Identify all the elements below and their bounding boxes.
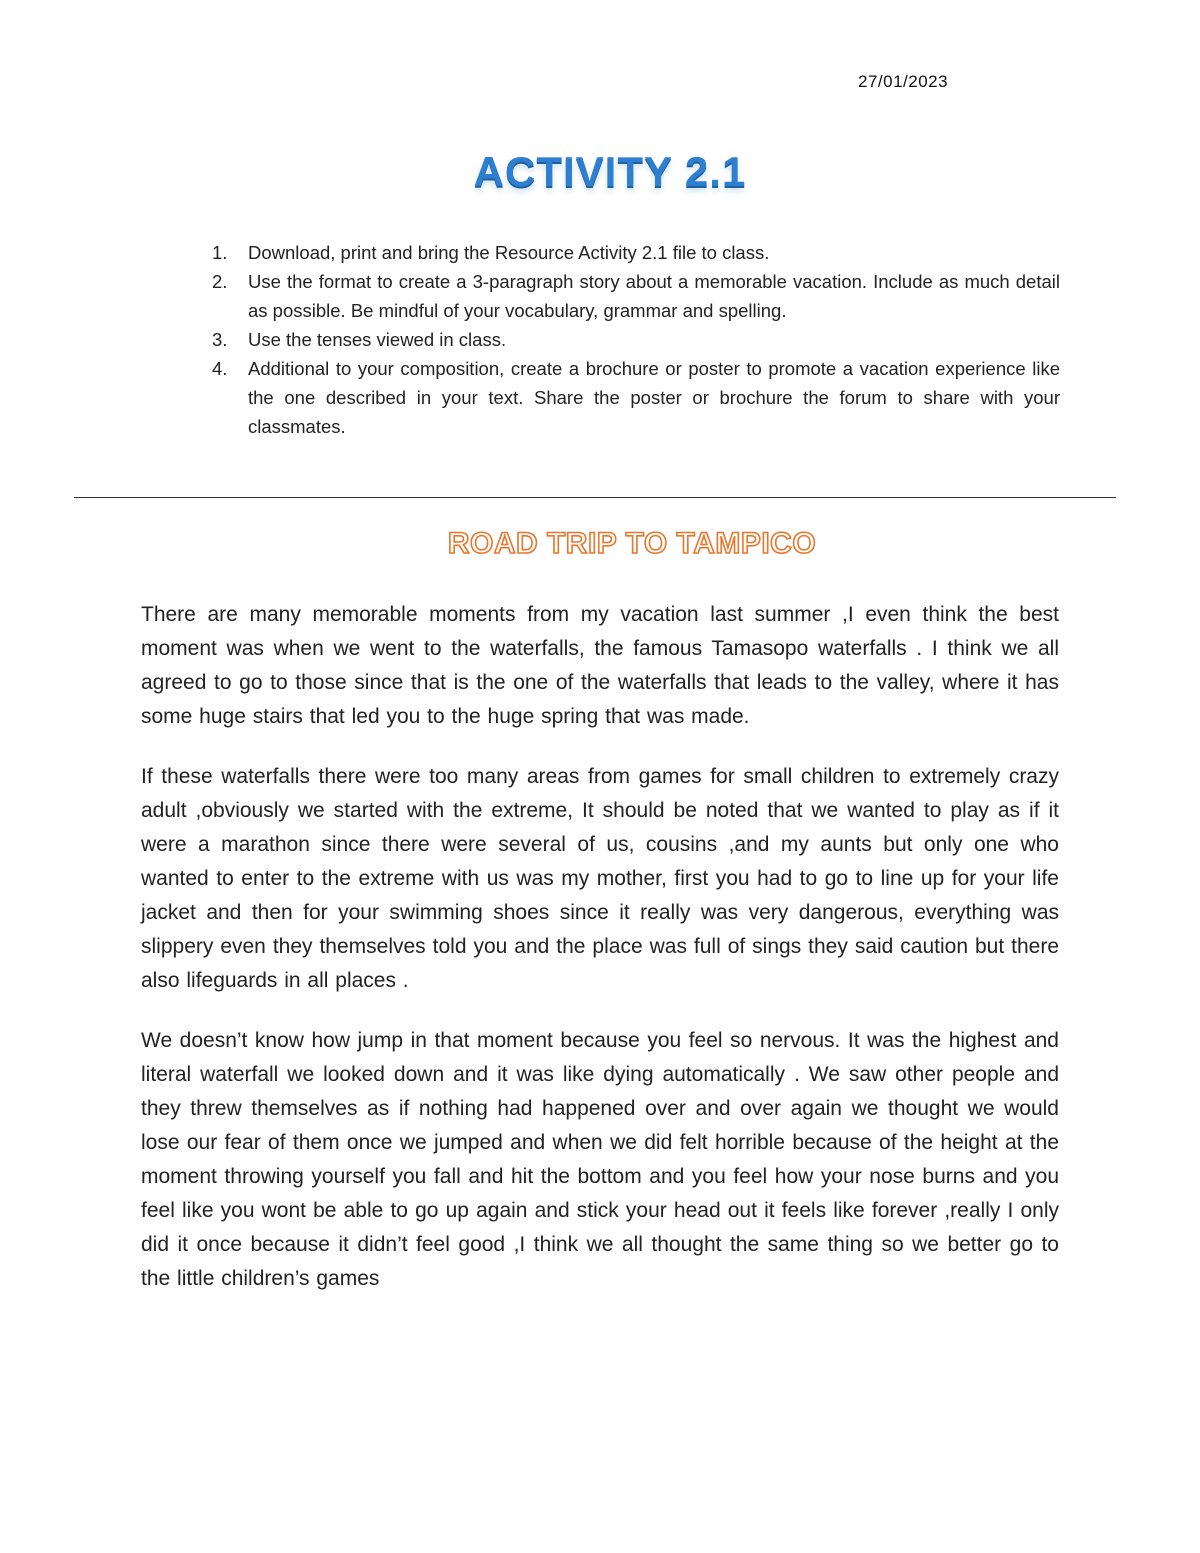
story-title: ROAD TRIP TO TAMPICO (447, 527, 817, 560)
story-paragraph: There are many memorable moments from my vacation last summer ,I even think the best moment was when we went to the waterfalls, the famous Tamasopo waterfalls . I think we all agreed to go to those since that is the one of the waterfalls that leads to the valley, where it has some huge stairs that led you to the huge spring that was made. (141, 603, 1059, 728)
instruction-number: 2. (212, 271, 228, 292)
instruction-text: Additional to your composition, create a brochure or poster to promote a vacation experience like the one described in your text. Share the poster or brochure the forum to share with your classmates. (248, 358, 1060, 437)
activity-title: ACTIVITY 2.1 (473, 148, 747, 195)
instruction-number: 4. (212, 358, 228, 379)
instruction-number: 3. (212, 329, 228, 350)
instruction-item (212, 354, 1060, 441)
story-body (141, 598, 1059, 1322)
section-divider (74, 497, 1116, 498)
story-paragraph: We doesn’t know how jump in that moment because you feel so nervous. It was the highest and literal waterfall we looked down and it was like dying automatically . We saw other people and they threw themselves as if nothing had happened over and over again we thought we would lose our fear of them once we jumped and when we did felt horrible because of the height at the moment throwing yourself you fall and hit the bottom and you feel how your nose burns and you feel like you wont be able to go up again and stick your head out it feels like forever ,really I only did it once because it didn’t feel good ,I think we all thought the same thing so we better go to the little children’s games (141, 1029, 1059, 1290)
story-paragraph: If these waterfalls there were too many areas from games for small children to extremely crazy adult ,obviously we started with the extreme, It should be noted that we wanted to play as if it were a marathon since there were several of us, cousins ,and my aunts but only one who wanted to enter to the extreme with us was my mother, first you had to go to line up for your life jacket and then for your swimming shoes since it really was very dangerous, everything was slippery even they themselves told you and the place was full of sings they said caution but there also lifeguards in all places . (141, 765, 1059, 992)
instruction-text: Use the tenses viewed in class. (248, 329, 507, 350)
instructions-list (212, 238, 1060, 441)
instruction-text: Use the format to create a 3-paragraph story about a memorable vacation. Include as much detail as possible. Be mindful of your vocabulary, grammar and spelling. (248, 271, 1060, 321)
instruction-item (212, 267, 1060, 325)
instruction-text: Download, print and bring the Resource Activity 2.1 file to class. (248, 242, 770, 263)
instruction-item (212, 325, 1060, 354)
instruction-item (212, 238, 1060, 267)
instruction-number: 1. (212, 242, 228, 263)
document-date: 27/01/2023 (858, 72, 949, 91)
